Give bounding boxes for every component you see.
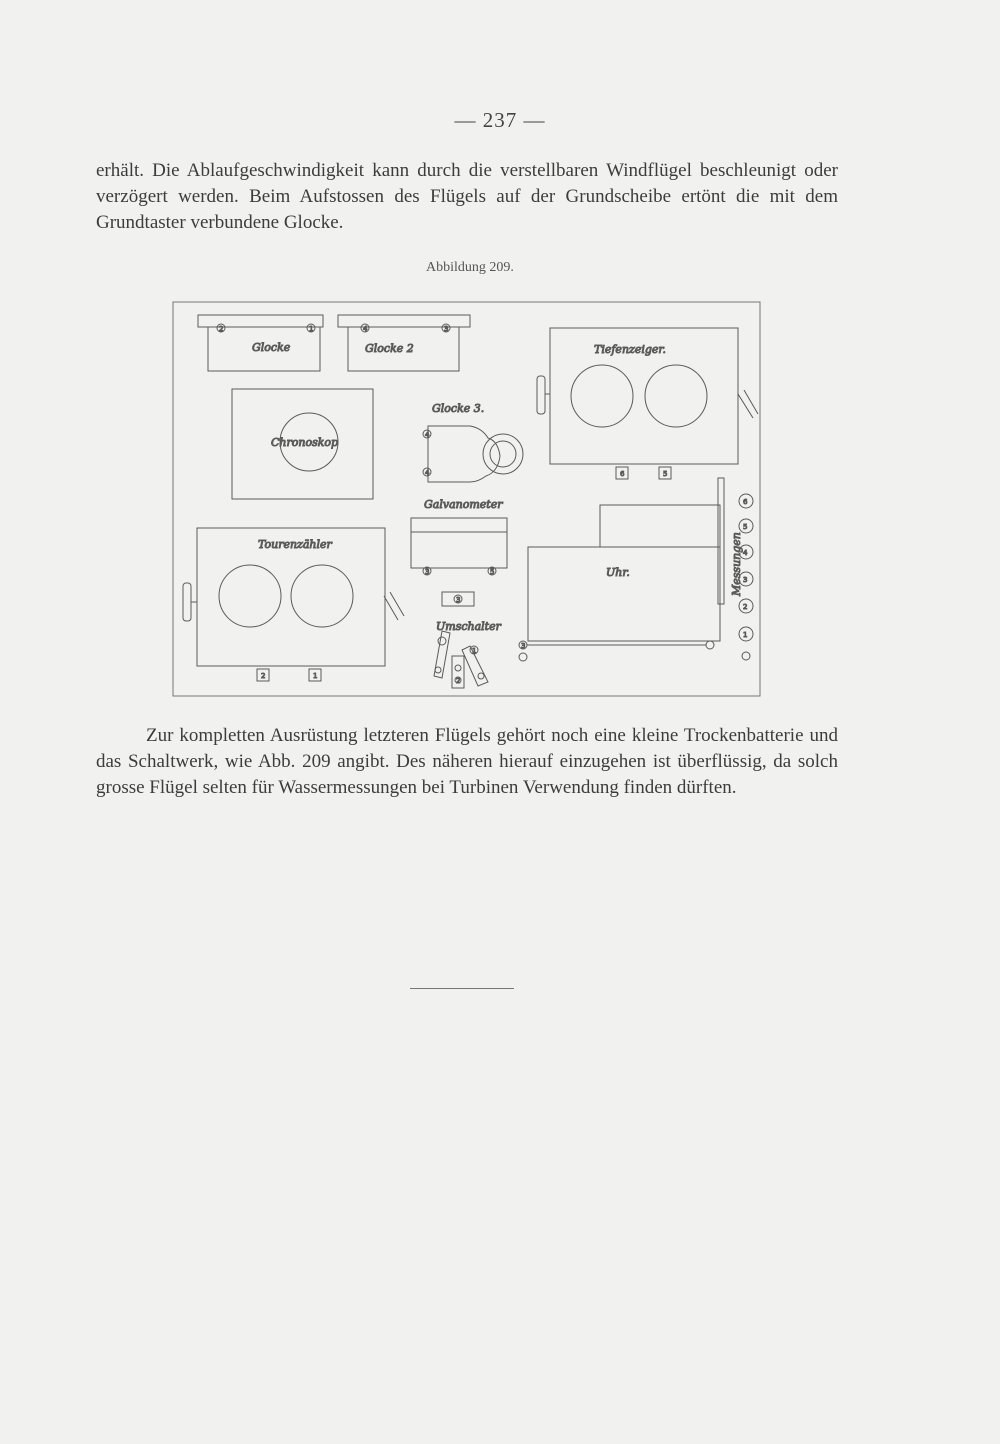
- uhr-terminal-left: 3: [521, 642, 526, 650]
- end-divider: [410, 988, 514, 989]
- messungen-label: Messungen: [730, 532, 743, 596]
- umschalter-switch: [434, 592, 502, 688]
- messungen-terminal-6: 6: [743, 498, 748, 506]
- galvanometer-terminal-left: 3: [425, 568, 430, 576]
- glocke-3-box: [423, 402, 523, 482]
- body-paragraph-1: erhält. Die Ablaufgeschwindigkeit kann durch die verstellbaren Windflügel beschleunigt oder verzögert werden. Beim Aufstossen des Flügels auf der Grundscheibe ertönt die mit dem Grundtaster verbundene Glocke.: [96, 160, 838, 233]
- messungen-terminal-3: 3: [743, 576, 748, 584]
- glocke-2-terminal-left: 4: [363, 325, 368, 333]
- messungen-terminal-2: 2: [743, 603, 748, 611]
- glocke-3-label: Glocke 3.: [432, 402, 485, 415]
- glocke-1-box: [198, 315, 323, 371]
- messungen-panel: [718, 478, 753, 660]
- glocke-3-terminal-bottom: 4: [425, 469, 430, 477]
- messungen-terminal-1: 1: [743, 631, 748, 639]
- glocke-2-terminal-right: 3: [444, 325, 449, 333]
- glocke-2-label: Glocke 2: [365, 342, 414, 355]
- messungen-terminal-5: 5: [743, 523, 748, 531]
- glocke-1-terminal-left: 2: [219, 325, 224, 333]
- glocke-1-label: Glocke: [252, 341, 291, 354]
- tiefenzeiger-box: [537, 328, 758, 479]
- body-paragraph-2: Zur kompletten Ausrüstung letzteren Flügels gehört noch eine kleine Trockenbatterie und das Schaltwerk, wie Abb. 209 angibt. Des näheren hierauf einzugehen ist überflüssig, da solch grosse Flügel selten für Wassermessungen bei Turbinen Verwendung finden dürften.: [96, 725, 838, 798]
- umschalter-terminal-b: 2: [456, 677, 461, 685]
- tourenzaehler-terminal-right: 1: [313, 672, 318, 680]
- umschalter-terminal-a: 1: [472, 647, 477, 655]
- umschalter-label: Umschalter: [436, 620, 501, 633]
- figure-wiring-diagram: [170, 296, 770, 702]
- galvanometer-terminal-right: 5: [490, 568, 495, 576]
- galvanometer-box: [411, 498, 507, 576]
- figure-caption: Abbildung 209.: [426, 260, 514, 275]
- tourenzaehler-terminal-left: 2: [261, 672, 266, 680]
- tiefenzeiger-terminal-right: 5: [663, 470, 668, 478]
- tourenzaehler-label: Tourenzähler: [258, 538, 332, 551]
- uhr-box: [519, 505, 720, 661]
- tourenzaehler-box: [183, 528, 404, 681]
- tiefenzeiger-label: Tiefenzeiger.: [594, 343, 666, 356]
- umschalter-terminal-top: 3: [456, 596, 461, 604]
- page-number: — 237 —: [454, 108, 546, 132]
- glocke-3-terminal-top: 4: [425, 431, 430, 439]
- uhr-label: Uhr.: [606, 566, 630, 579]
- tiefenzeiger-terminal-left: 6: [620, 470, 625, 478]
- galvanometer-label: Galvanometer: [424, 498, 503, 511]
- messungen-terminal-4: 4: [743, 549, 748, 557]
- glocke-2-box: [338, 315, 470, 371]
- glocke-1-terminal-right: 1: [309, 325, 314, 333]
- chronoskop-box: [232, 389, 373, 499]
- chronoskop-label: Chronoskop: [271, 436, 339, 449]
